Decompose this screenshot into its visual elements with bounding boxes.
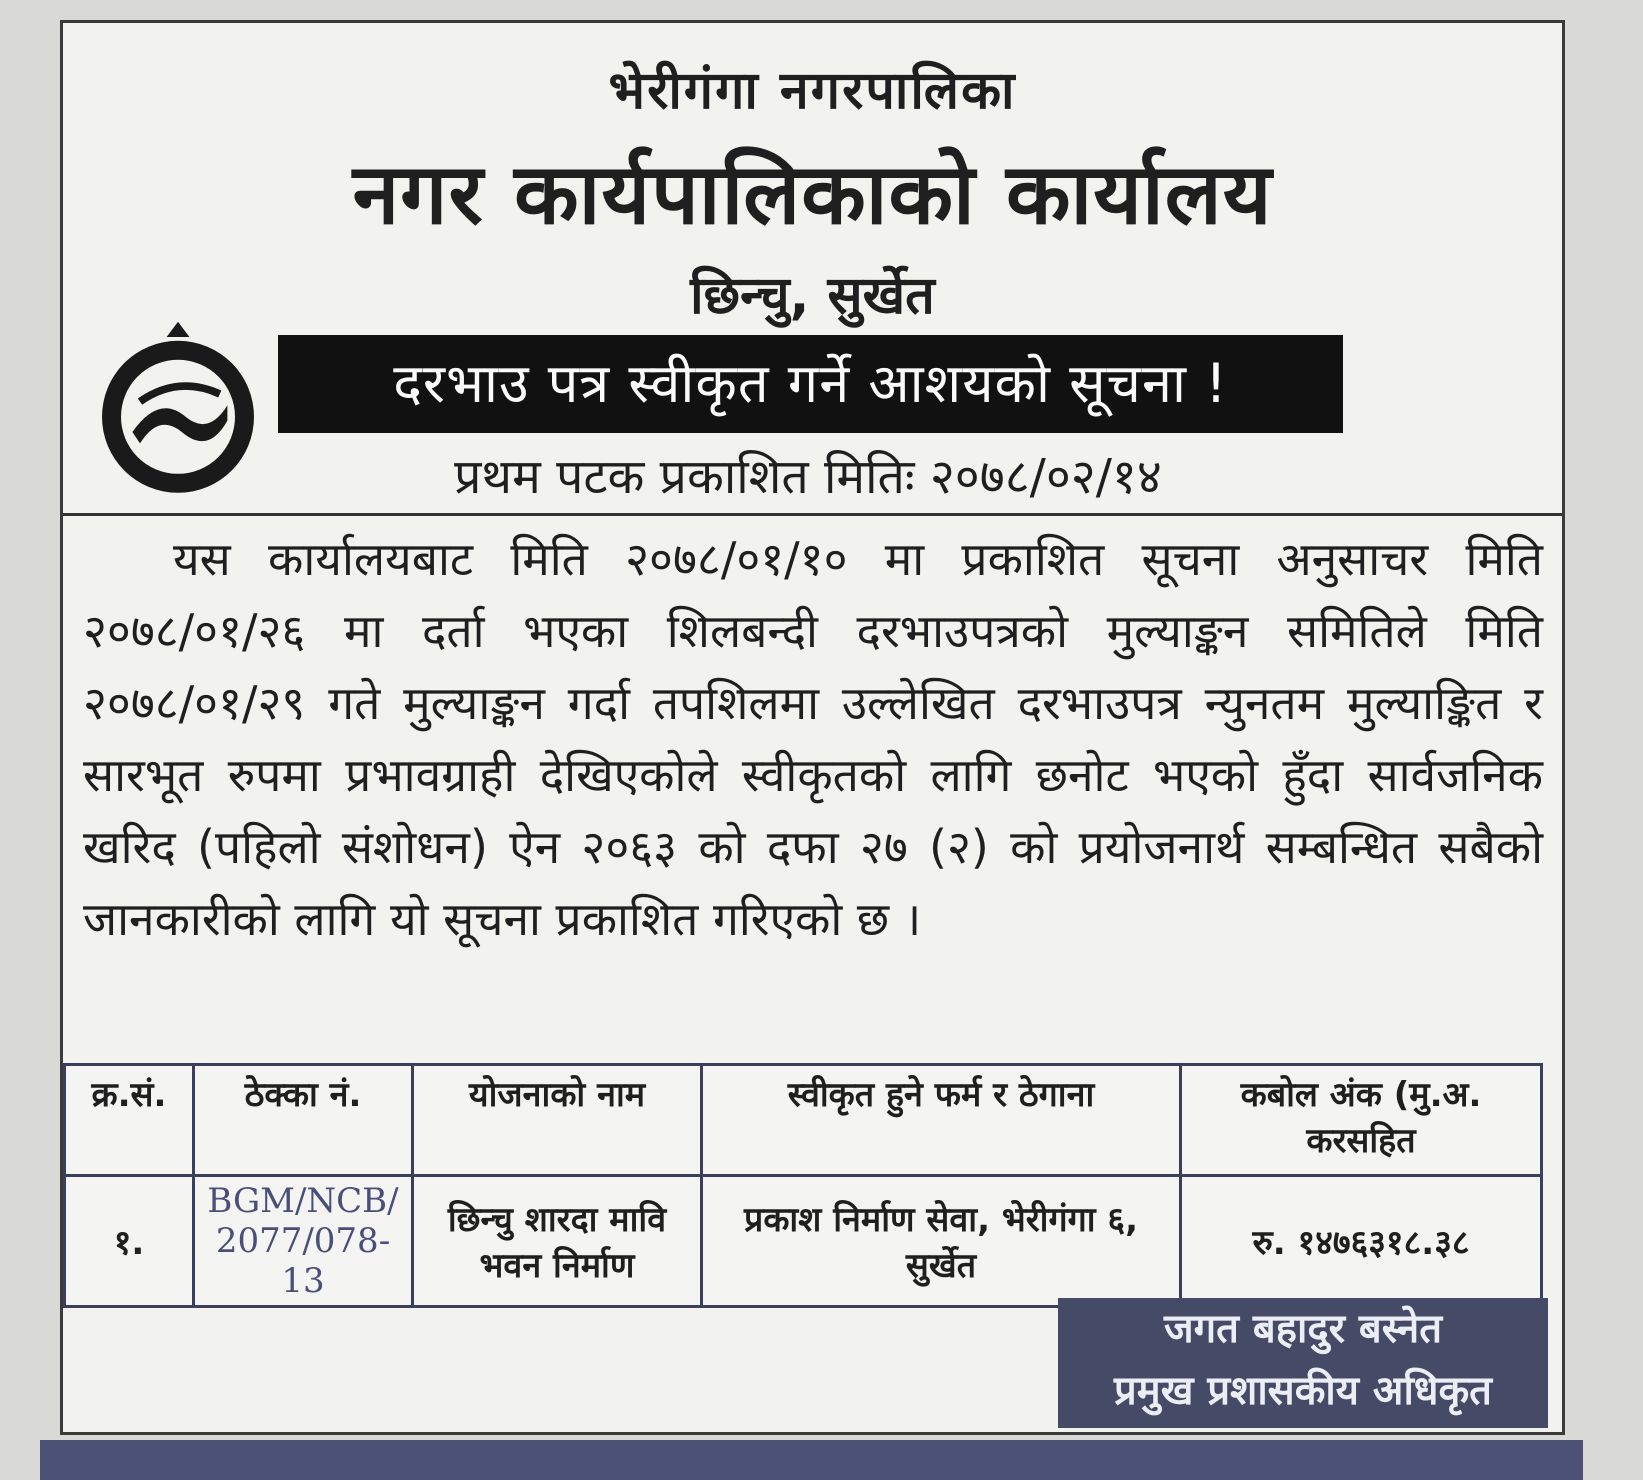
- municipality-name: भेरीगंगा नगरपालिका: [608, 61, 1017, 121]
- signature-block: [1058, 1298, 1548, 1428]
- cell-project-name: छिन्चु शारदा मावि भवन निर्माण: [413, 1176, 702, 1307]
- cell-bid-amount: रु. १४७६३१८.३८: [1181, 1176, 1542, 1307]
- cell-contract-no: BGM/NCB/ 2077/078-13: [194, 1176, 413, 1307]
- notice-body: यस कार्यालयबाट मिति २०७८/०१/१० मा प्रकाशित सूचना अनुसाचर मिति २०७८/०१/२६ मा दर्ता भएका शिलबन्दी दरभाउपत्रको मुल्याङ्कन समितिले मिति २०७८/०१/२९ गते मुल्याङ्कन गर्दा तपशिलमा उल्लेखित दरभाउपत्र न्युनतम मुल्याङ्कित र सारभूत रुपमा प्रभावग्राही देखिएकोले स्वीकृतको लागि छनोट भएको हुँदा सार्वजनिक खरिद (पहिलो संशोधन) ऐन २०६३ को दफा २७ (२) को प्रयोजनार्थ सम्बन्धित सबैको जानकारीको लागि यो सूचना प्रकाशित गरिएको छ ।: [83, 532, 1543, 946]
- header-firm-address: स्वीकृत हुने फर्म र ठेगाना: [702, 1065, 1181, 1176]
- notice: [60, 20, 1565, 1435]
- signatory-title: प्रमुख प्रशासकीय अधिकृत: [1114, 1368, 1492, 1414]
- header-bid-amount: कबोल अंक (मु.अ. करसहित: [1181, 1065, 1542, 1176]
- published-date: प्रथम पटक प्रकाशित मितिः २०७८/०२/१४: [454, 449, 1162, 505]
- header-serial: क्र.सं.: [65, 1065, 194, 1176]
- cell-serial: १.: [65, 1176, 194, 1307]
- notice-title-banner: दरभाउ पत्र स्वीकृत गर्ने आशयको सूचना !: [278, 335, 1343, 433]
- divider: [63, 513, 1562, 516]
- table-row: [65, 1176, 1542, 1307]
- footer-strip: [40, 1440, 1583, 1480]
- office-location: छिन्चु, सुर्खेत: [690, 266, 935, 326]
- signatory-name: जगत बहादुर बस्नेत: [1163, 1306, 1442, 1352]
- office-title: नगर कार्यपालिकाको कार्यालय: [352, 145, 1273, 243]
- nepal-emblem-icon: [83, 318, 273, 508]
- cell-firm-address: प्रकाश निर्माण सेवा, भेरीगंगा ६, सुर्खेत: [702, 1176, 1181, 1307]
- header-project-name: योजनाको नाम: [413, 1065, 702, 1176]
- table-header-row: [65, 1065, 1542, 1176]
- contract-table: [63, 1063, 1543, 1308]
- header-contract-no: ठेक्का नं.: [194, 1065, 413, 1176]
